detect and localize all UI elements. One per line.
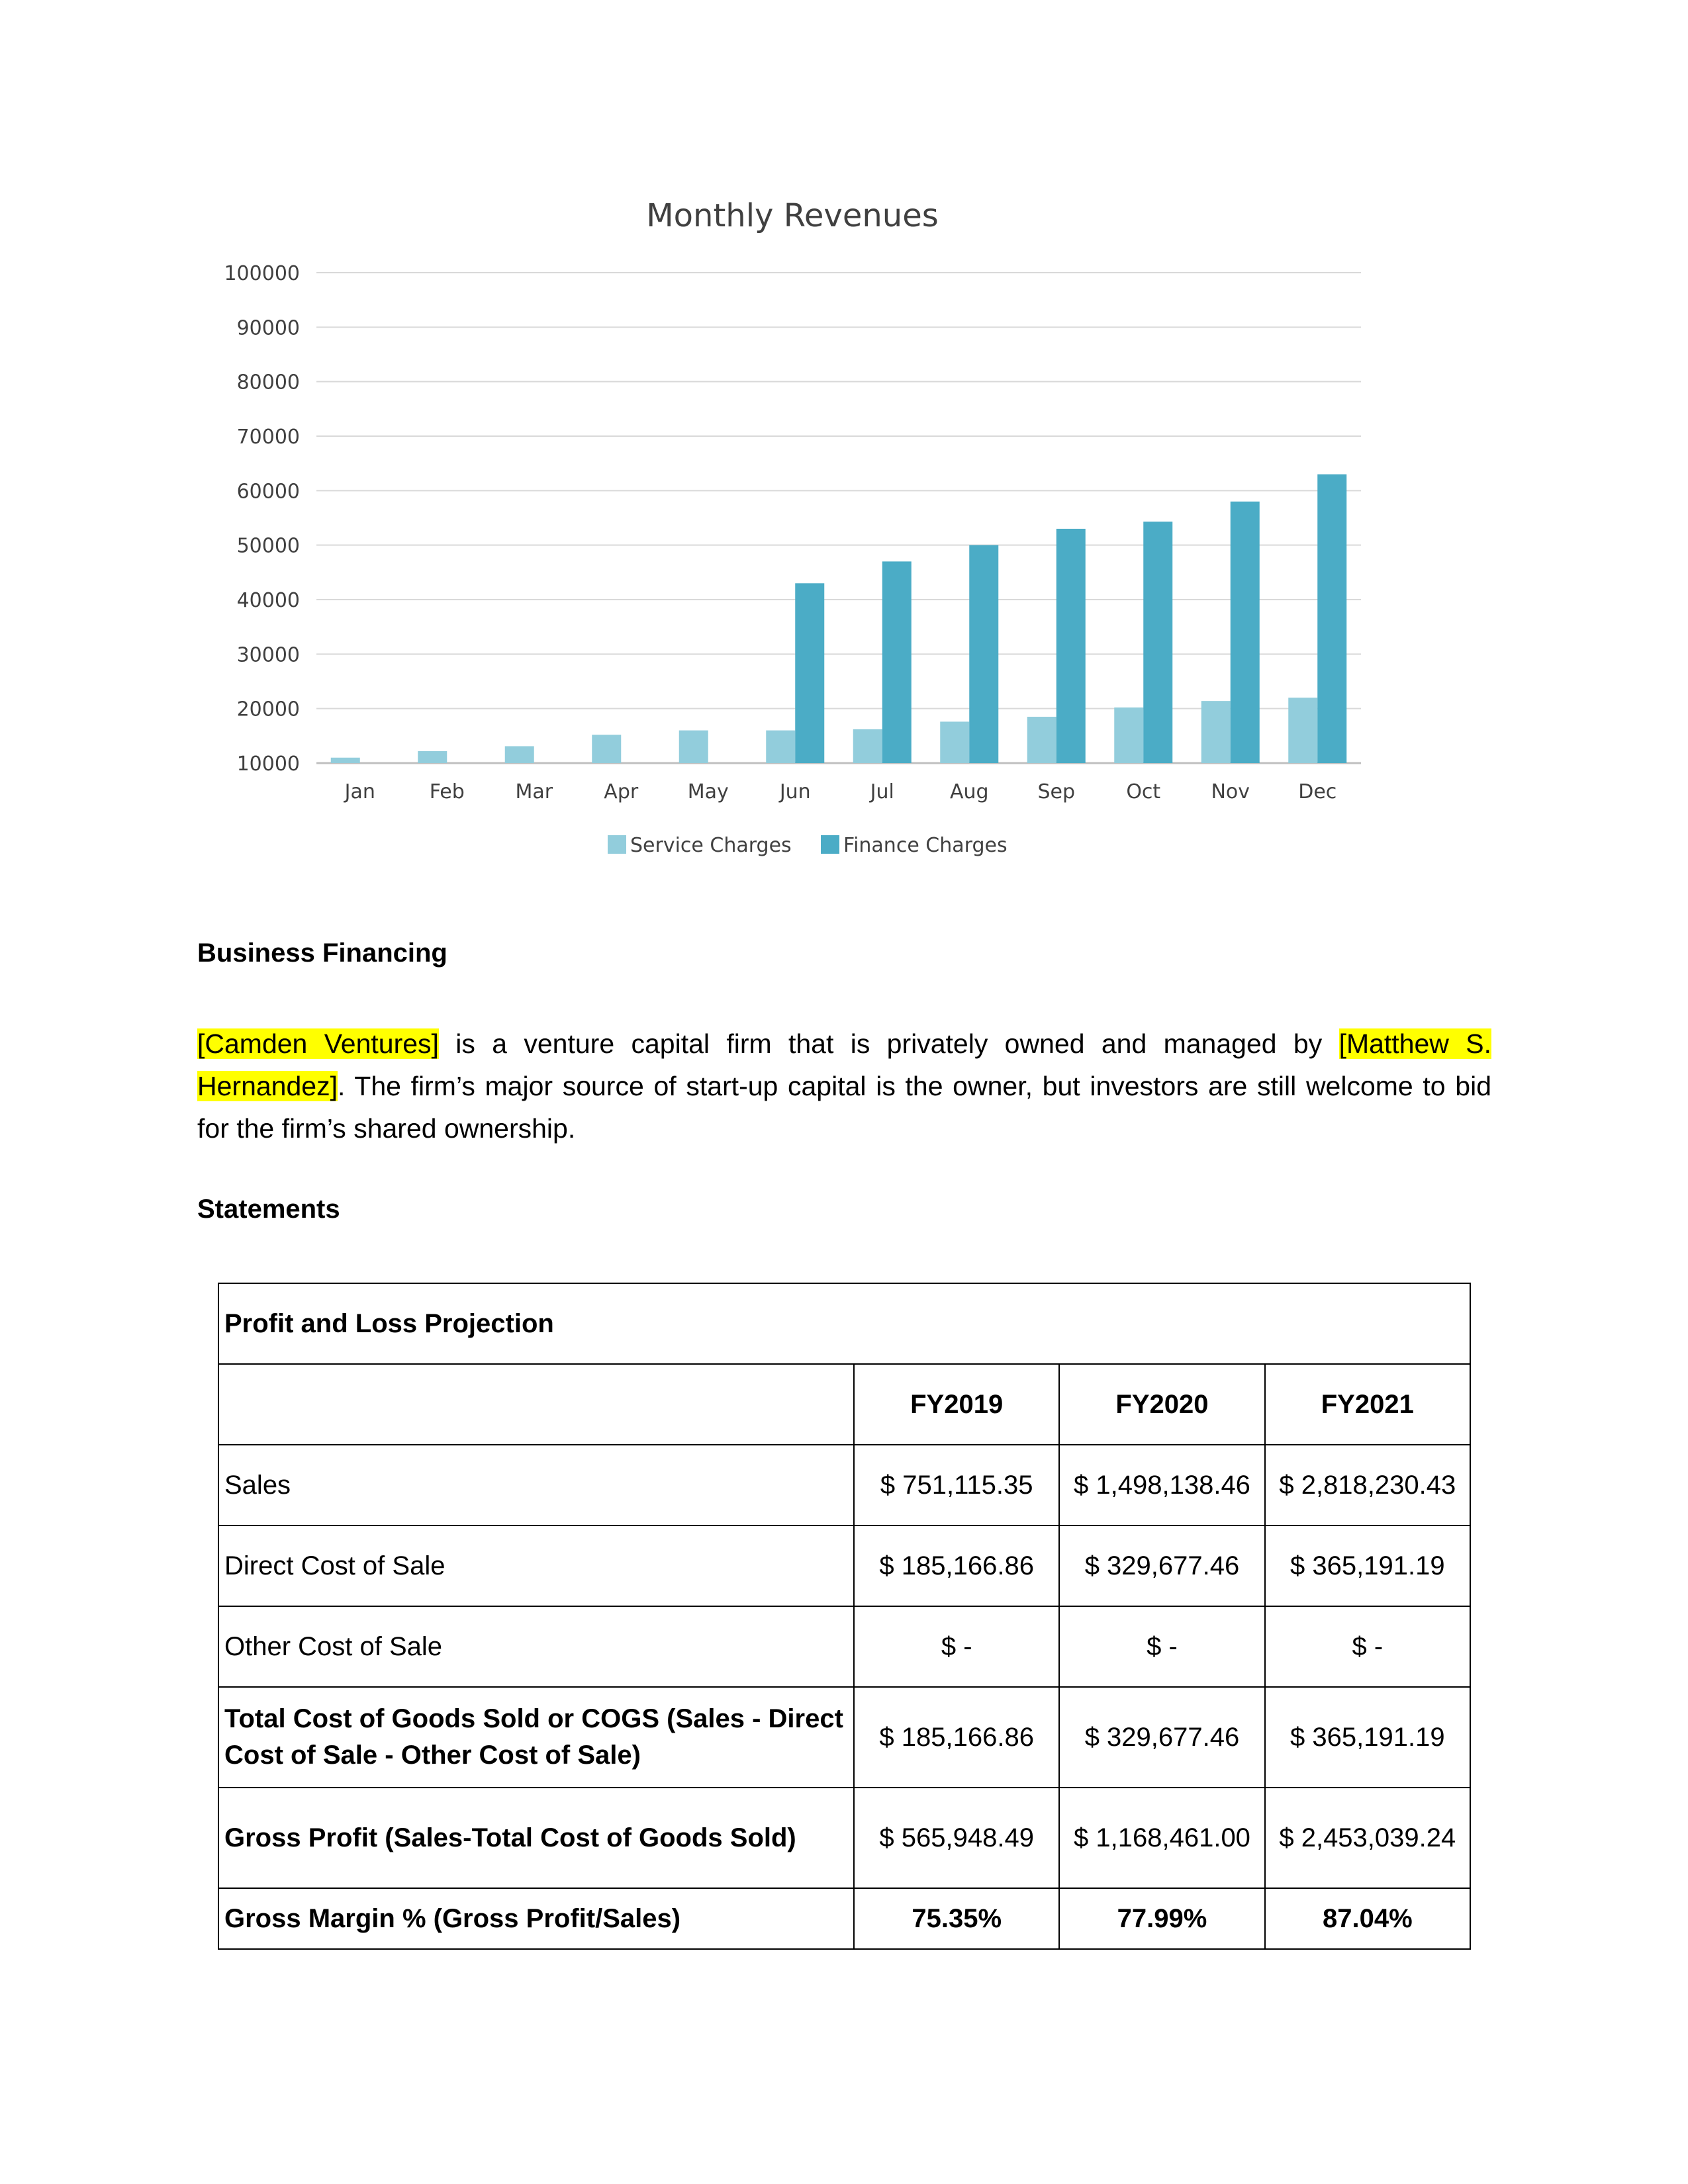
y-tick-label: 10000 bbox=[236, 752, 300, 776]
y-tick-label: 60000 bbox=[236, 480, 300, 504]
y-tick-label: 80000 bbox=[236, 371, 300, 394]
business-financing-heading: Business Financing bbox=[197, 938, 447, 968]
column-header: FY2021 bbox=[1265, 1364, 1470, 1445]
cell-value: $ 2,818,230.43 bbox=[1265, 1445, 1470, 1525]
bar-service-charges bbox=[1027, 717, 1056, 763]
financing-text-1: is a venture capital firm that is privately owned and managed by bbox=[438, 1028, 1339, 1059]
column-header: FY2020 bbox=[1059, 1364, 1264, 1445]
x-tick-label: Jul bbox=[870, 780, 894, 803]
chart-title: Monthly Revenues bbox=[646, 197, 939, 234]
bar-service-charges bbox=[418, 751, 447, 763]
x-tick-label: Feb bbox=[429, 780, 465, 803]
legend-label: Service Charges bbox=[630, 834, 792, 857]
cell-value: $ 751,115.35 bbox=[854, 1445, 1059, 1525]
cell-value: $ 365,191.19 bbox=[1265, 1687, 1470, 1788]
bar-service-charges bbox=[679, 731, 708, 763]
y-tick-label: 50000 bbox=[236, 534, 300, 558]
row-label: Other Cost of Sale bbox=[218, 1606, 854, 1687]
table-title: Profit and Loss Projection bbox=[218, 1283, 1470, 1364]
x-tick-label: Sep bbox=[1037, 780, 1076, 803]
row-label: Direct Cost of Sale bbox=[218, 1525, 854, 1606]
x-tick-label: Jun bbox=[779, 780, 811, 803]
row-label: Gross Profit (Sales-Total Cost of Goods Sold) bbox=[218, 1788, 854, 1888]
row-label: Sales bbox=[218, 1445, 854, 1525]
y-tick-label: 20000 bbox=[236, 698, 300, 721]
cell-value: $ 1,168,461.00 bbox=[1059, 1788, 1264, 1888]
bar-finance-charges bbox=[1056, 529, 1086, 763]
profit-loss-table bbox=[218, 1283, 1471, 1950]
bar-service-charges bbox=[1201, 701, 1231, 763]
company-name-placeholder: [Camden Ventures] bbox=[197, 1028, 439, 1059]
bar-service-charges bbox=[592, 735, 621, 763]
row-label: Total Cost of Goods Sold or COGS (Sales - Direct Cost of Sale - Other Cost of Sale) bbox=[218, 1687, 854, 1788]
bar-finance-charges bbox=[1231, 502, 1260, 763]
table-row bbox=[218, 1687, 1470, 1788]
y-tick-label: 30000 bbox=[236, 643, 300, 667]
y-tick-label: 90000 bbox=[236, 316, 300, 340]
cell-value: $ 185,166.86 bbox=[854, 1525, 1059, 1606]
financing-text-2: . The firm’s major source of start-up capital is the owner, but investors are still welcome to bid for the firm’s shared ownership. bbox=[197, 1071, 1491, 1144]
statements-heading: Statements bbox=[197, 1195, 340, 1224]
table-row bbox=[218, 1606, 1470, 1687]
x-tick-label: Oct bbox=[1126, 780, 1161, 803]
bar-finance-charges bbox=[795, 583, 824, 763]
cell-value: $ 329,677.46 bbox=[1059, 1687, 1264, 1788]
y-tick-label: 100000 bbox=[224, 262, 300, 285]
table-title-row bbox=[218, 1283, 1470, 1364]
bar-finance-charges bbox=[882, 561, 912, 763]
bar-finance-charges bbox=[1143, 522, 1172, 763]
table-row bbox=[218, 1788, 1470, 1888]
cell-value: $ 185,166.86 bbox=[854, 1687, 1059, 1788]
cell-value: $ 365,191.19 bbox=[1265, 1525, 1470, 1606]
bar-service-charges bbox=[1288, 698, 1317, 763]
x-tick-label: Aug bbox=[949, 780, 989, 803]
cell-value: $ - bbox=[854, 1606, 1059, 1687]
owner-name-placeholder: [Matthew S. Hernandez] bbox=[197, 1028, 1491, 1101]
bar-service-charges bbox=[766, 731, 795, 763]
table-row bbox=[218, 1445, 1470, 1525]
cell-value: $ 565,948.49 bbox=[854, 1788, 1059, 1888]
bar-service-charges bbox=[940, 721, 969, 763]
table-row bbox=[218, 1525, 1470, 1606]
business-financing-paragraph bbox=[197, 1023, 1491, 1150]
legend-swatch bbox=[821, 835, 839, 854]
bar-service-charges bbox=[505, 746, 534, 763]
bar-service-charges bbox=[1114, 707, 1143, 763]
row-label: Gross Margin % (Gross Profit/Sales) bbox=[218, 1888, 854, 1949]
cell-value: 87.04% bbox=[1265, 1888, 1470, 1949]
bar-service-charges bbox=[853, 729, 882, 763]
cell-value: $ - bbox=[1059, 1606, 1264, 1687]
cell-value: $ 2,453,039.24 bbox=[1265, 1788, 1470, 1888]
table-header-row bbox=[218, 1364, 1470, 1445]
legend-swatch bbox=[608, 835, 626, 854]
x-tick-label: May bbox=[687, 780, 729, 803]
header-blank-cell bbox=[218, 1364, 854, 1445]
bar-finance-charges bbox=[969, 545, 998, 763]
bar-service-charges bbox=[331, 758, 360, 763]
x-tick-label: Mar bbox=[515, 780, 553, 803]
x-tick-label: Jan bbox=[344, 780, 375, 803]
column-header: FY2019 bbox=[854, 1364, 1059, 1445]
table-row bbox=[218, 1888, 1470, 1949]
cell-value: $ 1,498,138.46 bbox=[1059, 1445, 1264, 1525]
y-tick-label: 70000 bbox=[236, 426, 300, 449]
x-tick-label: Dec bbox=[1298, 780, 1337, 803]
y-tick-label: 40000 bbox=[236, 589, 300, 612]
legend-label: Finance Charges bbox=[843, 834, 1008, 857]
x-tick-label: Apr bbox=[604, 780, 639, 803]
cell-value: $ 329,677.46 bbox=[1059, 1525, 1264, 1606]
cell-value: $ - bbox=[1265, 1606, 1470, 1687]
monthly-revenues-chart bbox=[199, 185, 1390, 880]
cell-value: 75.35% bbox=[854, 1888, 1059, 1949]
cell-value: 77.99% bbox=[1059, 1888, 1264, 1949]
bar-finance-charges bbox=[1317, 475, 1346, 763]
x-tick-label: Nov bbox=[1211, 780, 1250, 803]
